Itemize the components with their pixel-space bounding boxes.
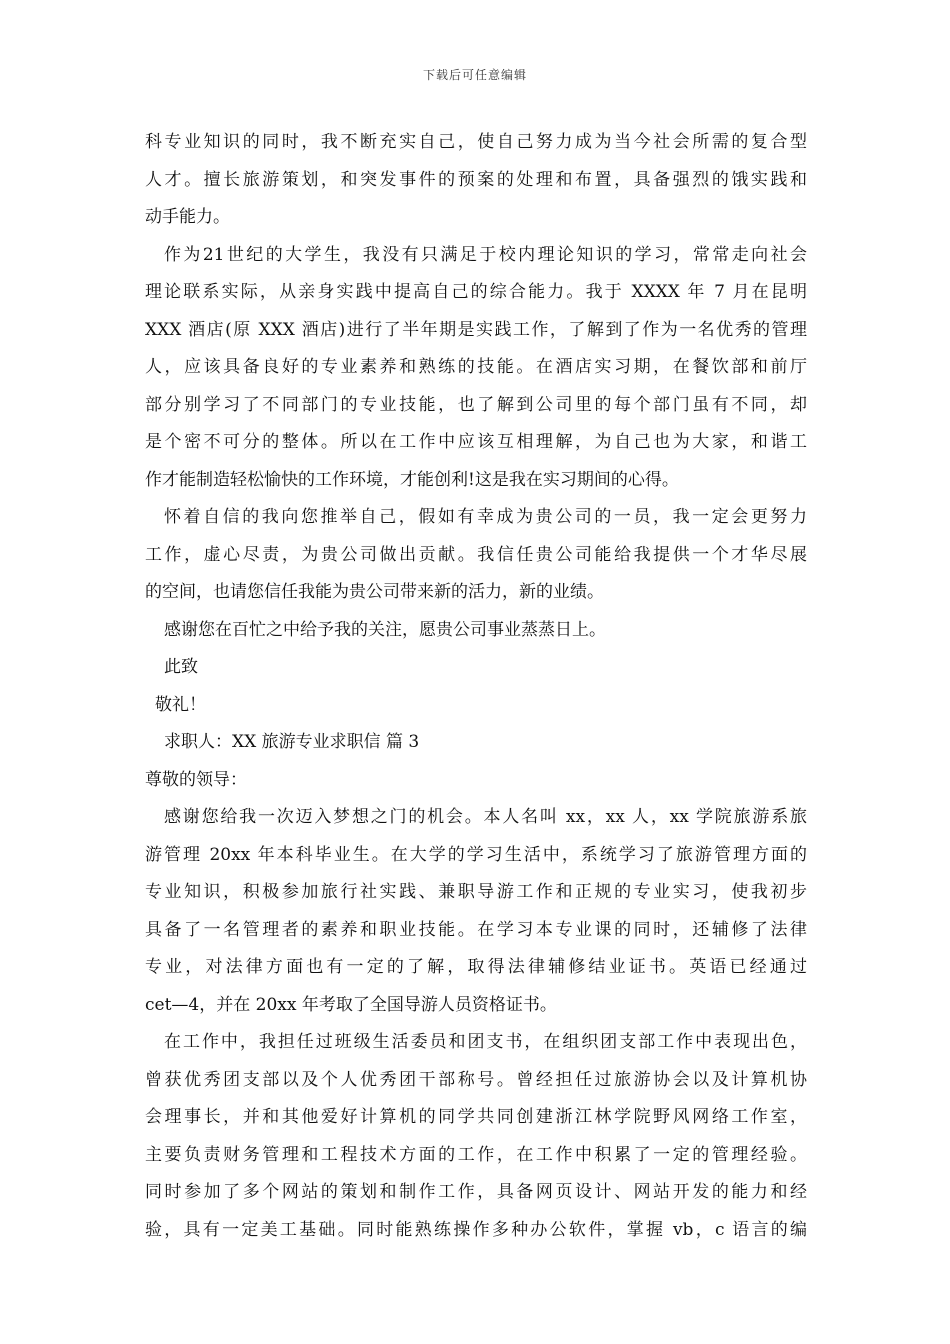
paragraph-line: 理论联系实际，从亲身实践中提高自己的综合能力。我于 XXXX 年 7 月在昆明 — [145, 282, 807, 302]
page-header-note: 下载后可任意编辑 — [422, 68, 527, 82]
paragraph-line: 作才能制造轻松愉快的工作环境，才能创利!这是我在实习期间的心得。 — [145, 469, 679, 490]
paragraph-line: 工作，虚心尽责，为贵公司做出贡献。我信任贵公司能给我提供一个才华尽展 — [145, 544, 807, 565]
paragraph-line: 是个密不可分的整体。所以在工作中应该互相理解，为自己也为大家，和谐工 — [145, 432, 807, 452]
paragraph-line: cet—4，并在 20xx 年考取了全国导游人员资格证书。 — [145, 994, 557, 1015]
paragraph-line: 专业，对法律方面也有一定的了解，取得法律辅修结业证书。英语已经通过 — [145, 957, 807, 977]
paragraph-line: 具备了一名管理者的素养和职业技能。在学习本专业课的同时，还辅修了法律 — [145, 919, 807, 940]
paragraph-line: 主要负责财务管理和工程技术方面的工作，在工作中积累了一定的管理经验。 — [145, 1144, 807, 1165]
paragraph-line: 人，应该具备良好的专业素养和熟练的技能。在酒店实习期，在餐饮部和前厅 — [145, 357, 807, 377]
paragraph-line: 感谢您在百忙之中给予我的关注，愿贵公司事业蒸蒸日上。 — [164, 619, 606, 640]
closing-regards: 敬礼！ — [155, 694, 206, 715]
paragraph-line: 怀着自信的我向您推举自己，假如有幸成为贵公司的一员，我一定会更努力 — [164, 507, 807, 527]
paragraph-line: 专业知识，积极参加旅行社实践、兼职导游工作和正规的专业实习，使我初步 — [145, 882, 807, 902]
paragraph-line: XXX 酒店(原 XXX 酒店)进行了半年期是实践工作，了解到了作为一名优秀的管理 — [145, 319, 807, 340]
section-heading: 求职人：XX 旅游专业求职信 篇 3 — [164, 732, 420, 752]
paragraph-line: 动手能力。 — [145, 207, 230, 227]
paragraph-line: 的空间，也请您信任我能为贵公司带来新的活力，新的业绩。 — [145, 582, 604, 602]
paragraph-line: 曾获优秀团支部以及个人优秀团干部称号。曾经担任过旅游协会以及计算机协 — [145, 1069, 807, 1090]
letter-greeting: 尊敬的领导： — [145, 769, 247, 790]
paragraph-line: 人才。擅长旅游策划，和突发事件的预案的处理和布置，具备强烈的饿实践和 — [145, 169, 807, 190]
paragraph-line: 部分别学习了不同部门的专业技能，也了解到公司里的每个部门虽有不同，却 — [145, 394, 807, 415]
paragraph-line: 作为21世纪的大学生，我没有只满足于校内理论知识的学习，常常走向社会 — [164, 244, 807, 265]
paragraph-line: 游管理 20xx 年本科毕业生。在大学的学习生活中，系统学习了旅游管理方面的 — [145, 844, 807, 865]
paragraph-line: 同时参加了多个网站的策划和制作工作，具备网页设计、网站开发的能力和经 — [145, 1182, 807, 1202]
closing-salutation: 此致 — [164, 657, 198, 677]
paragraph-line: 会理事长，并和其他爱好计算机的同学共同创建浙江林学院野风网络工作室， — [145, 1107, 807, 1127]
document-body — [145, 124, 807, 1249]
paragraph-line: 在工作中，我担任过班级生活委员和团支书，在组织团支部工作中表现出色， — [164, 1032, 807, 1052]
paragraph-line: 科专业知识的同时，我不断充实自己，使自己努力成为当今社会所需的复合型 — [145, 132, 807, 152]
paragraph-line: 感谢您给我一次迈入梦想之门的机会。本人名叫 xx，xx 人，xx 学院旅游系旅 — [164, 807, 807, 827]
paragraph-line: 验，具有一定美工基础。同时能熟练操作多种办公软件，掌握 vb，c 语言的编 — [145, 1219, 807, 1240]
